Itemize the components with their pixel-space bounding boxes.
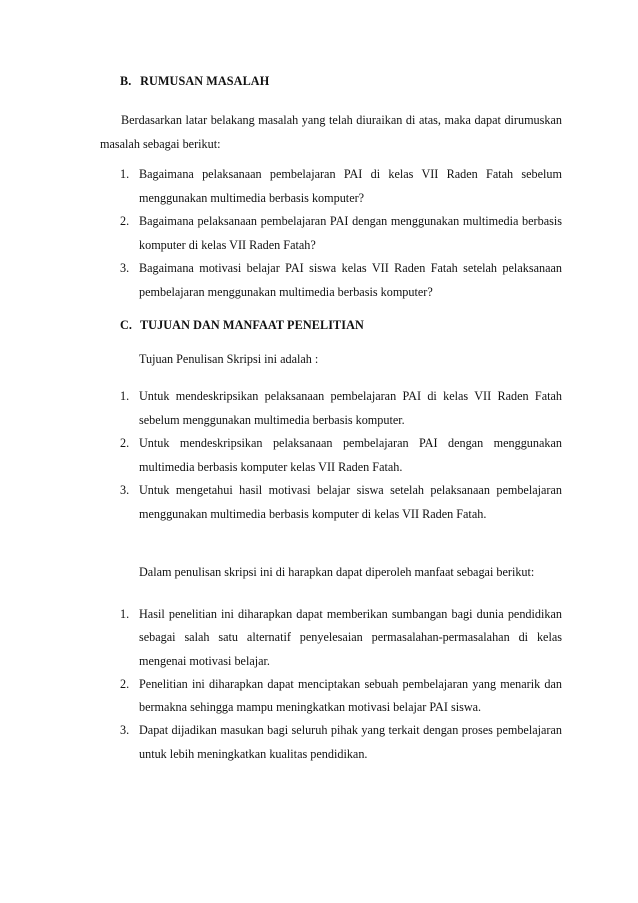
list-item xyxy=(120,432,562,479)
rumusan-list xyxy=(120,163,562,304)
manfaat-intro: Dalam penulisan skripsi ini di harapkan dapat diperoleh manfaat sebagai berikut: xyxy=(139,565,535,579)
list-item-text: Bagaimana motivasi belajar PAI siswa kelas VII Raden Fatah setelah pelaksanaan pembelajaran menggunakan multimedia berbasis komputer? xyxy=(139,261,562,299)
list-item-text: Untuk mengetahui hasil motivasi belajar siswa setelah pelaksanaan pembelajaran menggunakan multimedia berbasis komputer di kelas VII Raden Fatah. xyxy=(139,483,562,521)
section-b-intro: Berdasarkan latar belakang masalah yang telah diuraikan di atas, maka dapat dirumuskan masalah sebagai berikut: xyxy=(100,113,562,151)
section-c-heading xyxy=(120,318,364,333)
list-item-number: 2. xyxy=(120,214,130,228)
list-item xyxy=(120,673,562,720)
list-item-text: Hasil penelitian ini diharapkan dapat memberikan sumbangan bagi dunia pendidikan sebagai salah satu alternatif penyelesaian permasalahan-permasalahan di kelas mengenai motivasi belajar. xyxy=(139,607,562,668)
list-item-number: 3. xyxy=(120,723,130,738)
tujuan-list xyxy=(120,385,562,526)
list-item-text: Untuk mendeskripsikan pelaksanaan pembelajaran PAI di kelas VII Raden Fatah sebelum menggunakan multimedia berbasis komputer. xyxy=(139,389,562,427)
list-item-text: Dapat dijadikan masukan bagi seluruh pihak yang terkait dengan proses pembelajaran untuk lebih meningkatkan kualitas pendidikan. xyxy=(139,723,562,761)
list-item-number: 2. xyxy=(120,436,130,450)
list-item-text: Penelitian ini diharapkan dapat menciptakan sebuah pembelajaran yang menarik dan bermakna sehingga mampu meningkatkan motivasi belajar PAI siswa. xyxy=(139,676,562,715)
section-b-label: B. xyxy=(120,74,132,88)
list-item-number: 1. xyxy=(120,389,130,403)
section-b-title: RUMUSAN MASALAH xyxy=(140,74,270,88)
list-item xyxy=(120,603,562,673)
section-b-heading xyxy=(120,74,269,89)
list-item-number: 3. xyxy=(120,483,130,497)
list-item xyxy=(120,385,562,432)
list-item-number: 2. xyxy=(120,676,130,691)
list-item-number: 3. xyxy=(120,261,130,275)
list-item-text: Bagaimana pelaksanaan pembelajaran PAI dengan menggunakan multimedia berbasis komputer di kelas VII Raden Fatah? xyxy=(139,214,562,252)
tujuan-intro: Tujuan Penulisan Skripsi ini adalah : xyxy=(139,352,319,366)
list-item-text: Untuk mendeskripsikan pelaksanaan pembelajaran PAI dengan menggunakan multimedia berbasis komputer kelas VII Raden Fatah. xyxy=(139,436,562,474)
manfaat-list xyxy=(120,603,562,766)
list-item-number: 1. xyxy=(120,607,130,621)
list-item xyxy=(120,210,562,257)
list-item-number: 1. xyxy=(120,167,130,181)
section-c-title: TUJUAN DAN MANFAAT PENELITIAN xyxy=(139,318,364,332)
list-item xyxy=(120,257,562,304)
list-item-text: Bagaimana pelaksanaan pembelajaran PAI di kelas VII Raden Fatah sebelum menggunakan multimedia berbasis komputer? xyxy=(139,167,562,205)
list-item xyxy=(120,479,562,526)
section-c-label: C. xyxy=(120,318,133,332)
list-item xyxy=(120,163,562,210)
list-item xyxy=(120,719,562,766)
